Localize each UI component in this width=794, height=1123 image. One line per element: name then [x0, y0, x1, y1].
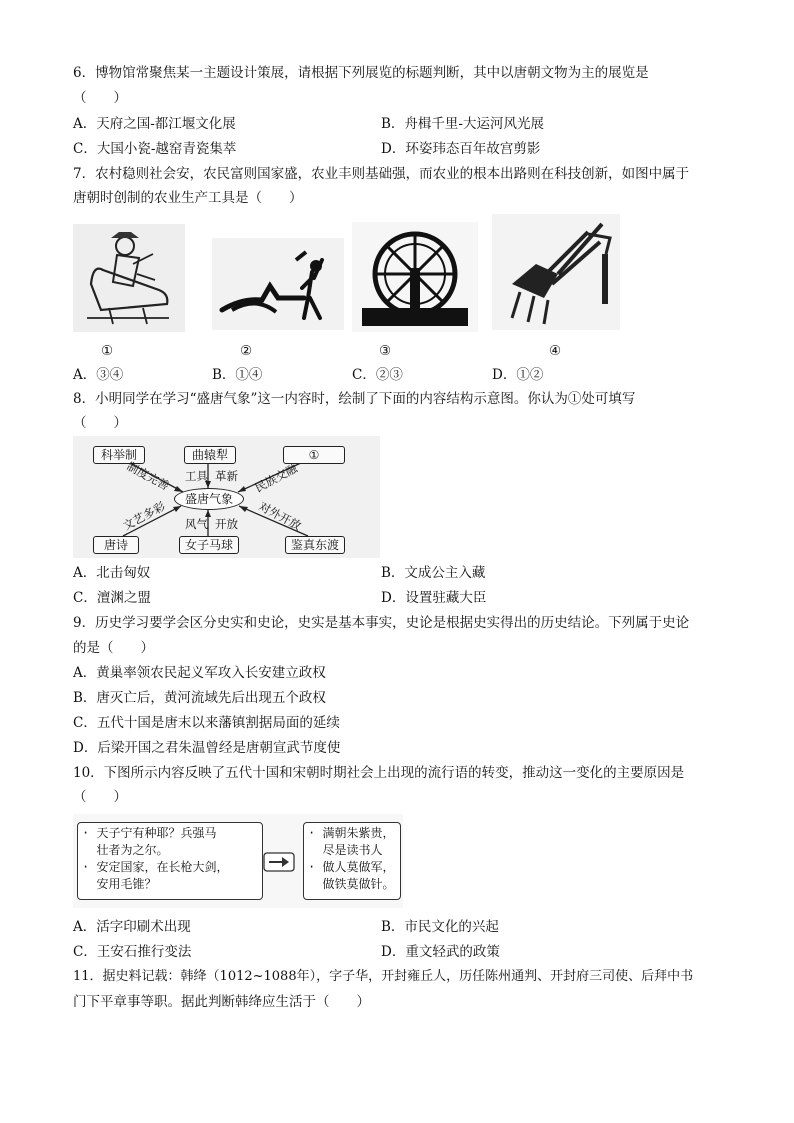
q8-edge-fengqi: 风气	[185, 517, 208, 531]
q7-option-a: A．③④	[73, 367, 124, 383]
q8-structure-diagram	[73, 436, 380, 558]
q9-stem-line1: 9．历史学习要学会区分史实和史论，史实是基本事实，史论是根据史实得出的历史结论。下列属于史论	[73, 615, 690, 631]
q10-left-line-2: 壮者为之尔。	[82, 843, 169, 857]
q10-left-line-4: 安用毛锥？	[82, 877, 157, 891]
q7-image-2-plough	[212, 238, 344, 330]
q9-option-a: A．黄巢率领农民起义军攻入长安建立政权	[73, 665, 326, 681]
q6-option-c: C．大国小瓷-越窑青瓷集萃	[73, 141, 237, 157]
q10-right-line-4: 做铁莫做针。	[308, 877, 395, 891]
q7-option-d: D．①②	[492, 367, 544, 383]
q10-slogan-comparison	[73, 814, 403, 908]
q10-right-line-3: · 做人莫做军，	[308, 860, 395, 874]
q10-option-d: D．重文轻武的政策	[381, 944, 500, 960]
q6-stem: 6．博物馆常聚焦某一主题设计策展，请根据下列展览的标题判断，其中以唐朝文物为主的展览是	[73, 65, 649, 81]
q7-image-4-seed-drill	[492, 214, 620, 330]
q8-edge-minzu: 民族交融	[252, 461, 300, 495]
arrow-right-icon	[263, 852, 295, 872]
q10-right-line-1: · 满朝朱紫贵，	[308, 826, 395, 840]
q8-edge-zhidu: 制度完善	[124, 459, 172, 493]
q10-left-line-1: · 天子宁有种耶？兵强马	[82, 826, 217, 840]
q11-stem-line1: 11．据史料记载：韩绛（1012~1088年），字子华，开封雍丘人，历任陈州通判、开封府三司使、后拜中书	[73, 969, 694, 984]
q8-node-tangshi: 唐诗	[93, 536, 139, 554]
q7-option-c: C．②③	[352, 367, 403, 383]
q10-option-b: B．市民文化的兴起	[381, 919, 499, 935]
q9-option-d: D．后梁开国之君朱温曾经是唐朝宣武节度使	[73, 740, 341, 756]
q7-image-3-waterwheel	[352, 222, 478, 332]
q10-answer-paren: （ ）	[73, 789, 127, 805]
q11-stem-line2: 门下平章事等职。据此判断韩绛应生活于（ ）	[73, 994, 370, 1010]
q7-stem-line1: 7．农村稳则社会安，农民富则国家盛，农业丰则基础强，而农业的根本出路则在科技创新，如图中属于	[73, 166, 690, 182]
q7-image-label-4: ④	[549, 343, 562, 359]
q6-option-a: A．天府之国-都江堰文化展	[73, 116, 236, 132]
q10-option-a: A．活字印刷术出现	[73, 919, 191, 935]
q8-node-nvzimaqiu: 女子马球	[179, 536, 239, 554]
q8-center-shengtang: 盛唐气象	[174, 488, 244, 510]
q8-edge-duiwai: 对外开放	[256, 499, 304, 533]
q8-edge-gongju: 工具	[185, 469, 208, 483]
q6-option-b: B．舟楫千里-大运河风光展	[381, 116, 544, 132]
q9-option-b: B．唐灭亡后，黄河流域先后出现五个政权	[73, 690, 326, 706]
q8-stem: 8．小明同学在学习“盛唐气象”这一内容时，绘制了下面的内容结构示意图。你认为①处可填写	[73, 391, 636, 407]
q10-stem: 10．下图所示内容反映了五代十国和宋朝时期社会上出现的流行语的转变，推动这一变化的主要原因是	[73, 765, 685, 781]
q10-right-line-2: 尽是读书人	[308, 843, 383, 857]
q8-option-b: B．文成公主入藏	[381, 565, 486, 581]
q9-option-c: C．五代十国是唐末以来藩镇割据局面的延续	[73, 715, 340, 731]
q8-option-a: A．北击匈奴	[73, 565, 151, 581]
q8-node-blank-1: ①	[283, 446, 345, 464]
q8-answer-paren: （ ）	[73, 415, 127, 431]
q8-option-c: C．澶渊之盟	[73, 590, 151, 606]
q10-left-box	[77, 822, 263, 900]
q6-option-d: D．环姿玮态百年故宫剪影	[381, 141, 541, 157]
q8-edge-kaifang: 开放	[215, 517, 238, 531]
q8-edge-wenyi: 文艺多彩	[120, 499, 168, 533]
q7-option-b: B．①④	[212, 367, 263, 383]
q8-node-keju: 科举制	[93, 446, 145, 464]
q9-stem-line2: 的是（ ）	[73, 640, 154, 656]
q7-image-1-tool	[73, 224, 185, 332]
q8-edge-gexin: 革新	[215, 469, 238, 483]
q7-image-label-1: ①	[101, 343, 114, 359]
q10-right-box	[303, 822, 401, 900]
q8-node-quyuanli: 曲辕犁	[184, 446, 236, 464]
q6-answer-paren: （ ）	[73, 90, 127, 106]
q8-node-jianzhen: 鉴真东渡	[285, 536, 345, 554]
q10-option-c: C．王安石推行变法	[73, 944, 192, 960]
q8-option-d: D．设置驻藏大臣	[381, 590, 487, 606]
q7-stem-line2: 唐朝时创制的农业生产工具是（ ）	[73, 190, 303, 206]
q7-image-label-2: ②	[240, 343, 253, 359]
q7-image-label-3: ③	[379, 343, 392, 359]
q10-left-line-3: · 安定国家，在长枪大剑，	[82, 860, 229, 874]
